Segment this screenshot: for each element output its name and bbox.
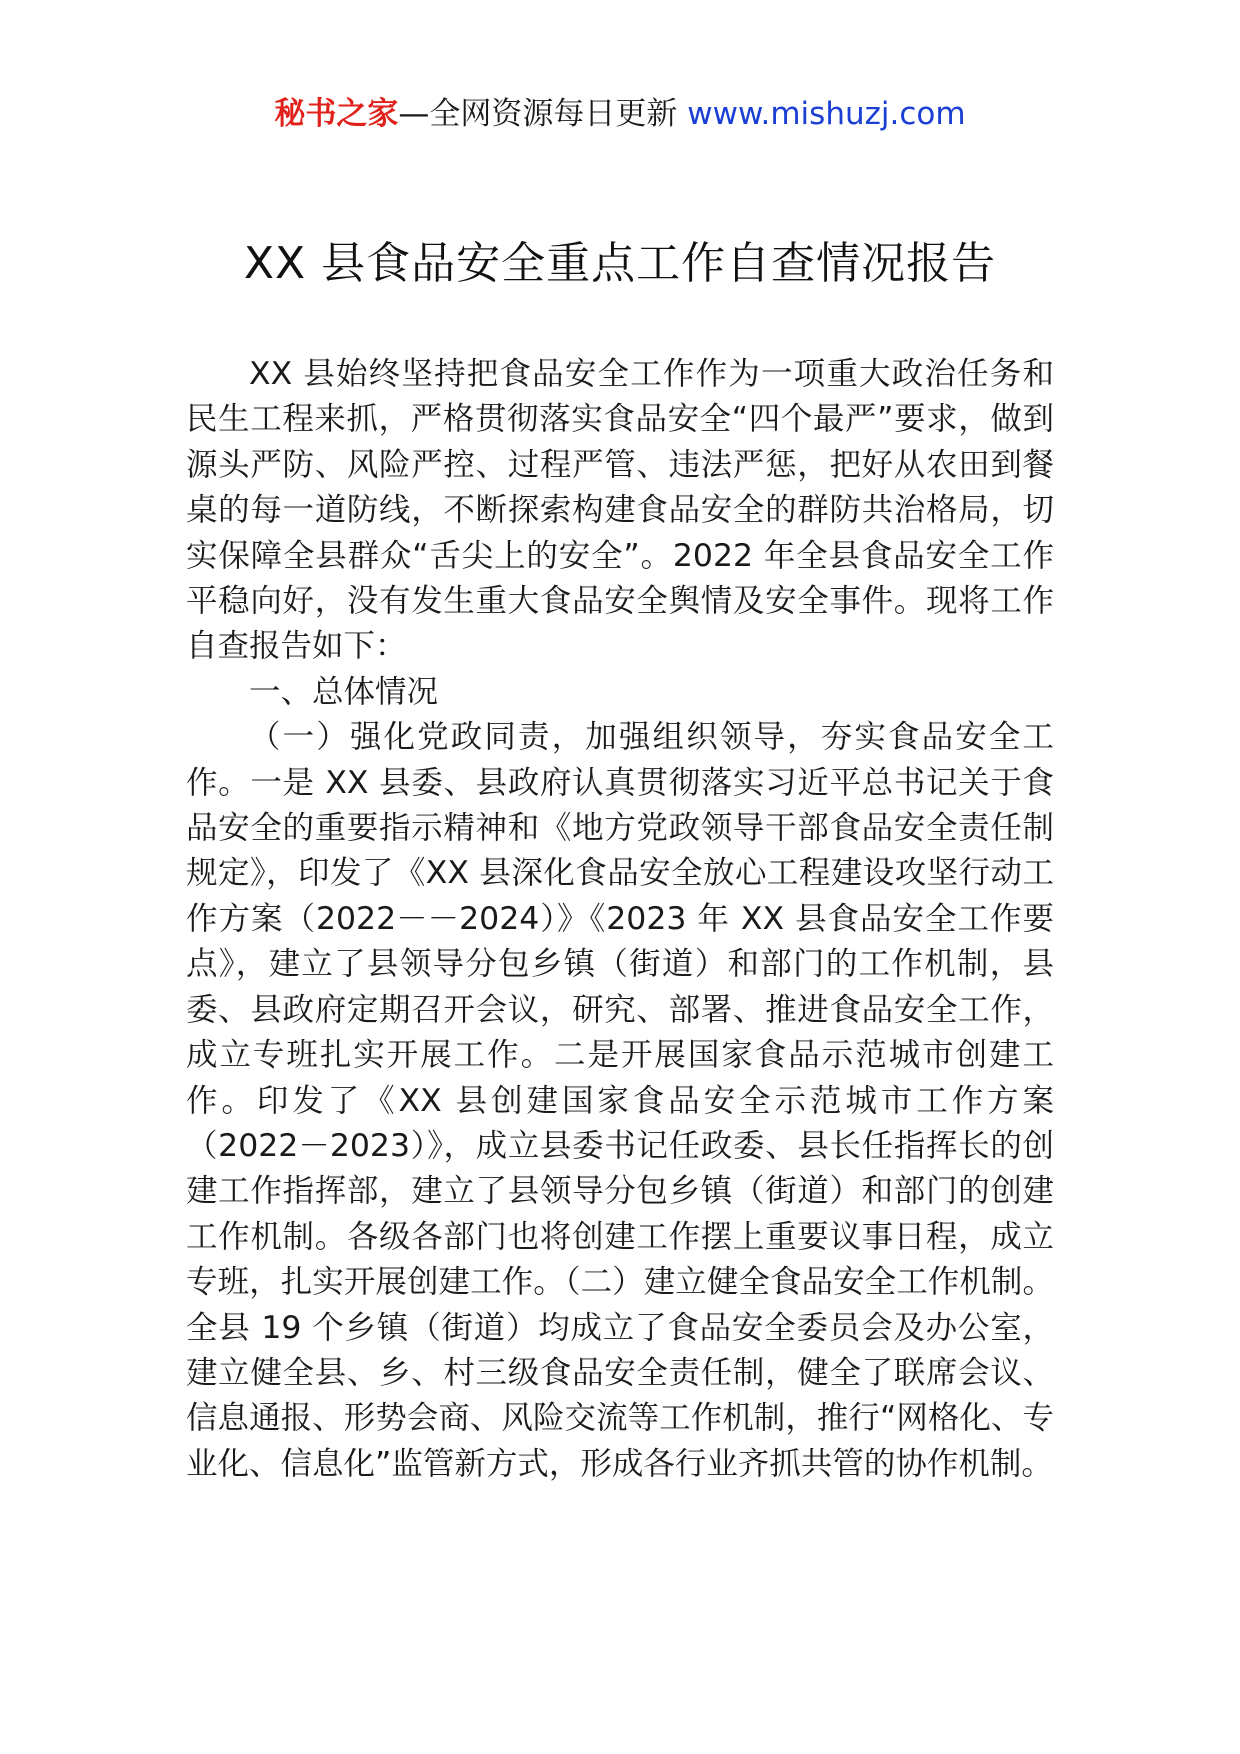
- intro-paragraph: XX 县始终坚持把食品安全工作作为一项重大政治任务和民生工程来抓，严格贯彻落实食品安全“四个最严”要求，做到源头严防、风险严控、过程严管、违法严惩，把好从农田到餐桌的每一道防线，不断探索构建食品安全的群防共治格局，切实保障全县群众“舌尖上的安全”。2022 年全县食品安全工作平稳向好，没有发生重大食品安全舆情及安全事件。现将工作自查报告如下：: [186, 356, 1054, 665]
- site-header: [0, 94, 1240, 134]
- section-heading: 一、总体情况: [249, 673, 439, 710]
- site-url-link[interactable]: www.mishuzj.com: [687, 96, 966, 132]
- brand-name: 秘书之家: [274, 96, 399, 132]
- document-title: XX 县食品安全重点工作自查情况报告: [243, 238, 997, 289]
- body-paragraph: （一）强化党政同责，加强组织领导，夯实食品安全工作。一是 XX 县委、县政府认真贯彻落实习近平总书记关于食品安全的重要指示精神和《地方党政领导干部食品安全责任制规定》，印发了《XX 县深化食品安全放心工程建设攻坚行动工作方案（2022－－2024）》《2023 年 XX 县食品安全工作要点》，建立了县领导分包乡镇（街道）和部门的工作机制，县委、县政府定期召开会议，研究、部署、推进食品安全工作，成立专班扎实开展工作。二是开展国家食品示范城市创建工作。印发了《XX 县创建国家食品安全示范城市工作方案（2022－2023）》，成立县委书记任政委、县长任指挥长的创建工作指挥部，建立了县领导分包乡镇（街道）和部门的创建工作机制。各级各部门也将创建工作摆上重要议事日程，成立专班，扎实开展创建工作。（二）建立健全食品安全工作机制。全县 19 个乡镇（街道）均成立了食品安全委员会及办公室，建立健全县、乡、村三级食品安全责任制，健全了联席会议、信息通报、形势会商、风险交流等工作机制，推行“网格化、专业化、信息化”监管新方式，形成各行业齐抓共管的协作机制。: [186, 719, 1054, 1482]
- document-body: [186, 352, 1054, 1487]
- header-tagline: —全网资源每日更新: [398, 96, 688, 132]
